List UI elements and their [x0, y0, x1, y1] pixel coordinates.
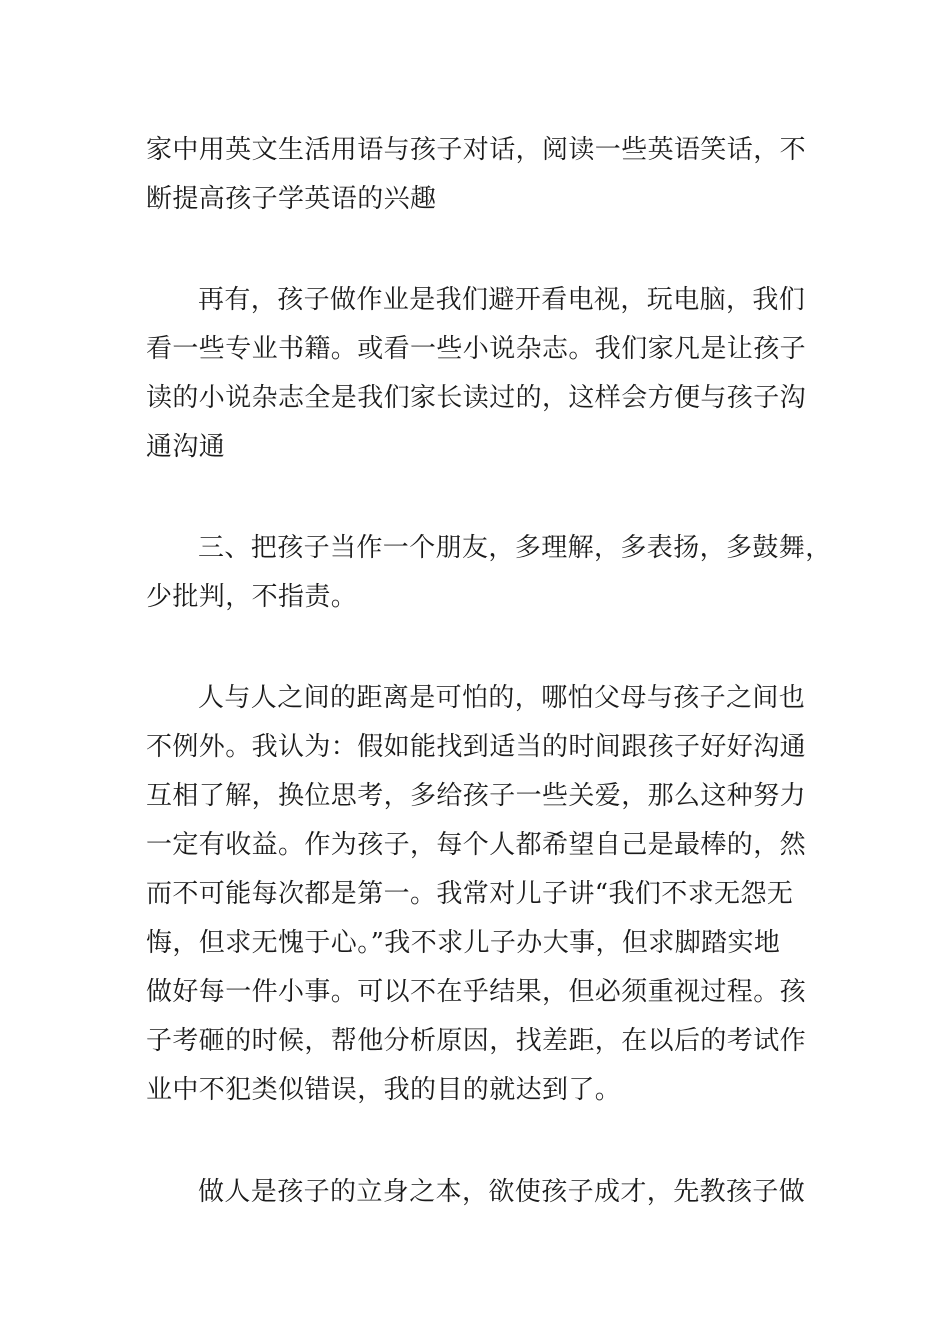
paragraph-4-line-7: 做好每一件小事。可以不在乎结果，但必须重视过程。孩: [146, 977, 807, 1007]
paragraph-4-line-9: 业中不犯类似错误，我的目的就达到了。: [146, 1075, 622, 1105]
paragraph-4-line-4: 一定有收益。作为孩子，每个人都希望自己是最棒的，然: [146, 830, 807, 860]
paragraph-2-line-4: 通沟通: [146, 432, 226, 462]
paragraph-4-line-6: 悔，但求无愧于心。”我不求儿子办大事，但求脚踏实地: [146, 928, 781, 958]
paragraph-2-line-2: 看一些专业书籍。或看一些小说杂志。我们家凡是让孩子: [146, 334, 807, 364]
paragraph-4-line-8: 子考砸的时候，帮他分析原因，找差距，在以后的考试作: [146, 1026, 807, 1056]
paragraph-3-line-2: 少批判，不指责。: [146, 582, 358, 612]
paragraph-4-line-2: 不例外。我认为：假如能找到适当的时间跟孩子好好沟通: [146, 732, 807, 762]
paragraph-5-line-1: 做人是孩子的立身之本，欲使孩子成才，先教孩子做: [198, 1177, 806, 1207]
paragraph-3-line-1: 三、把孩子当作一个朋友，多理解，多表扬，多鼓舞，: [198, 533, 832, 563]
paragraph-4-line-1: 人与人之间的距离是可怕的，哪怕父母与孩子之间也: [198, 683, 806, 713]
paragraph-2-line-1: 再有，孩子做作业是我们避开看电视，玩电脑，我们: [198, 285, 806, 315]
paragraph-4-line-3: 互相了解，换位思考，多给孩子一些关爱，那么这种努力: [146, 781, 807, 811]
paragraph-2-line-3: 读的小说杂志全是我们家长读过的，这样会方便与孩子沟: [146, 383, 807, 413]
paragraph-4-line-5: 而不可能每次都是第一。我常对儿子讲“我们不求无怨无: [146, 879, 794, 909]
paragraph-1-line-2: 断提高孩子学英语的兴趣: [146, 184, 437, 214]
paragraph-1-line-1: 家中用英文生活用语与孩子对话，阅读一些英语笑话，不: [146, 135, 807, 165]
